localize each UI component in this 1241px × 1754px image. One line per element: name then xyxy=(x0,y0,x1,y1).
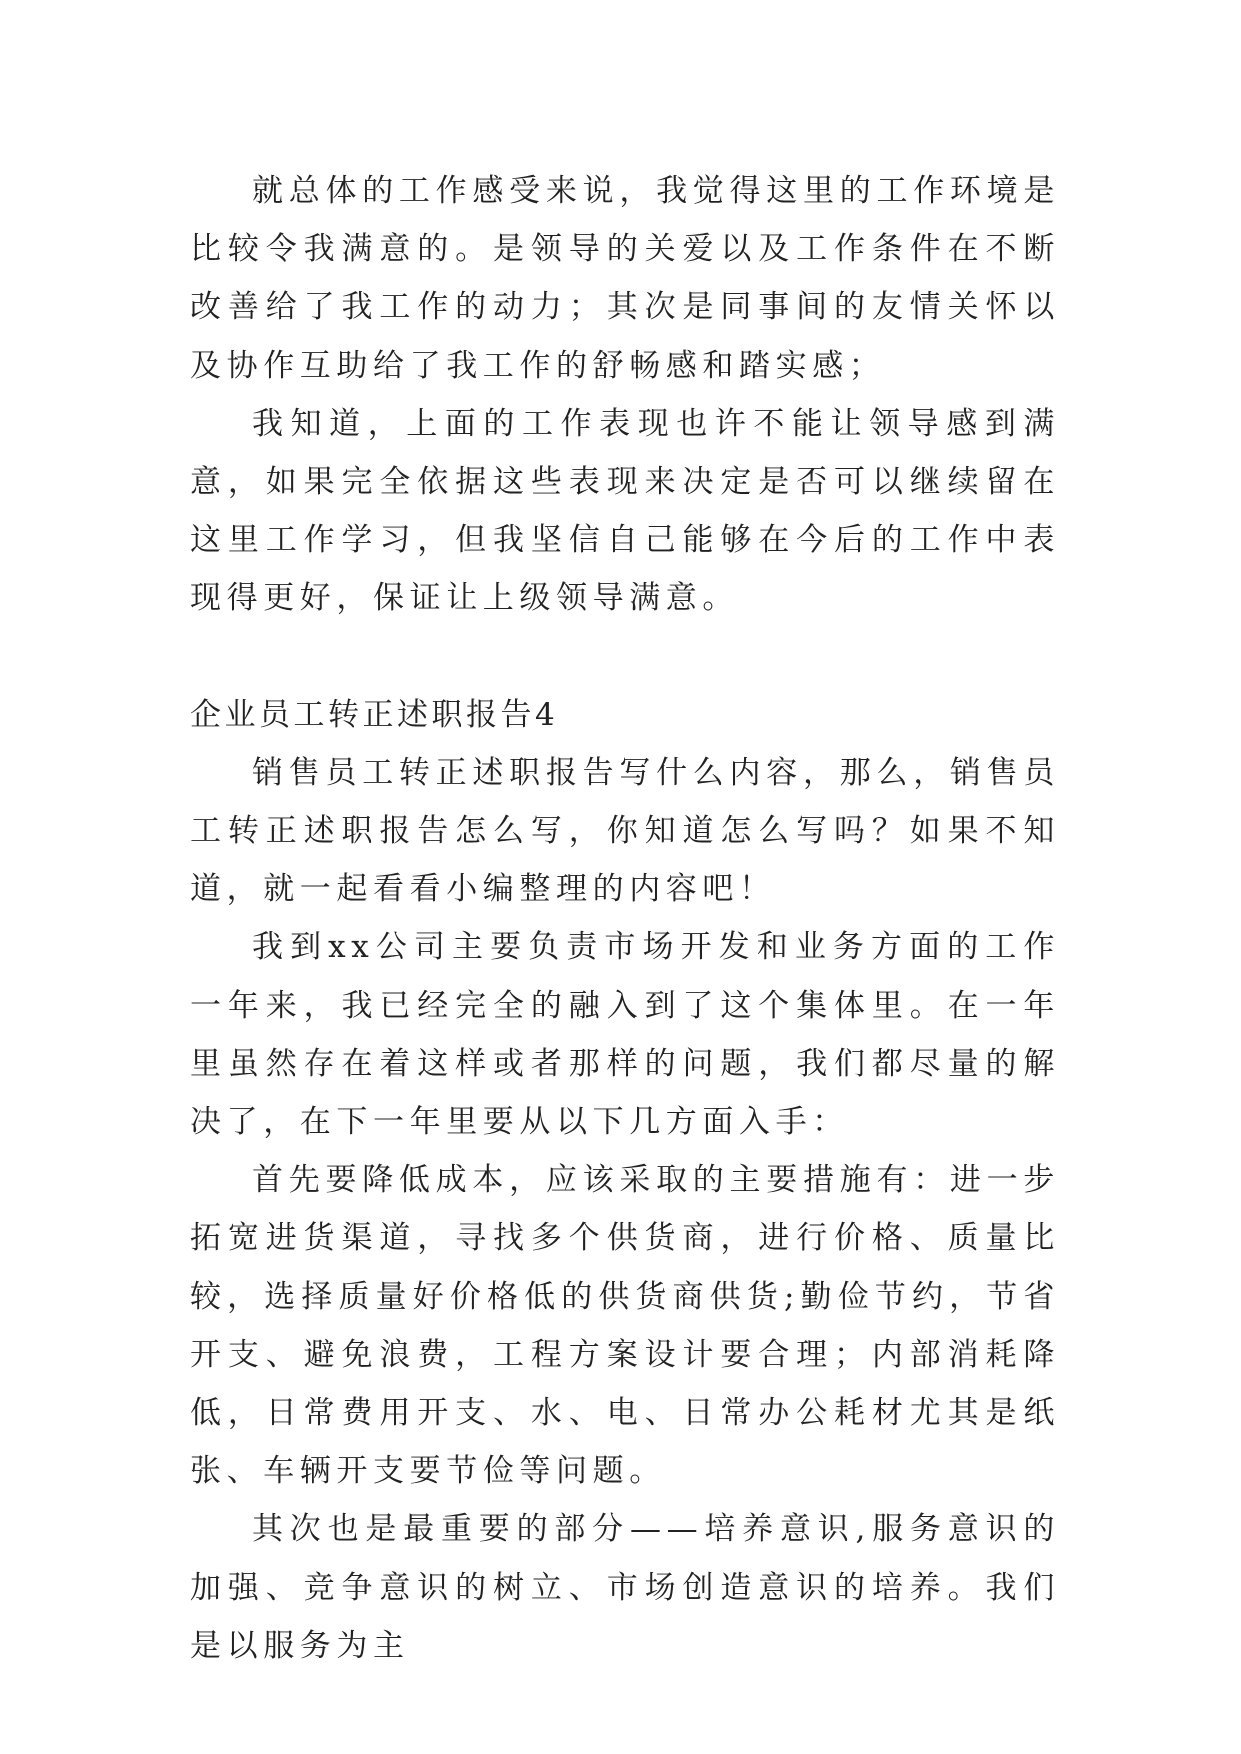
paragraph-cost-reduction: 首先要降低成本，应该采取的主要措施有：进一步拓宽进货渠道，寻找多个供货商，进行价格、质量比较，选择质量好价格低的供货商供货;勤俭节约，节省开支、避免浪费，工程方案设计要合理；内部消耗降低，日常费用开支、水、电、日常办公耗材尤其是纸张、车辆开支要节俭等问题。 xyxy=(190,1162,1060,1490)
paragraph-service-awareness: 其次也是最重要的部分——培养意识,服务意识的加强、竞争意识的树立、市场创造意识的培养。我们是以服务为主 xyxy=(190,1511,1060,1664)
section-spacer xyxy=(190,628,1060,686)
document-body xyxy=(190,162,1060,1675)
paragraph-intro: 销售员工转正述职报告写什么内容，那么，销售员工转正述职报告怎么写，你知道怎么写吗？如果不知道，就一起看看小编整理的内容吧！ xyxy=(190,754,1060,908)
paragraph-company-role: 我到xx公司主要负责市场开发和业务方面的工作一年来，我已经完全的融入到了这个集体里。在一年里虽然存在着这样或者那样的问题，我们都尽量的解决了，在下一年里要从以下几方面入手： xyxy=(190,929,1060,1141)
section-title: 企业员工转正述职报告4 xyxy=(190,696,559,733)
paragraph-work-feelings: 就总体的工作感受来说，我觉得这里的工作环境是比较令我满意的。是领导的关爱以及工作条件在不断改善给了我工作的动力；其次是同事间的友情关怀以及协作互助给了我工作的舒畅感和踏实感； xyxy=(190,173,1060,384)
paragraph-self-assessment: 我知道，上面的工作表现也许不能让领导感到满意，如果完全依据这些表现来决定是否可以继续留在这里工作学习，但我坚信自己能够在今后的工作中表现得更好，保证让上级领导满意。 xyxy=(190,405,1060,617)
